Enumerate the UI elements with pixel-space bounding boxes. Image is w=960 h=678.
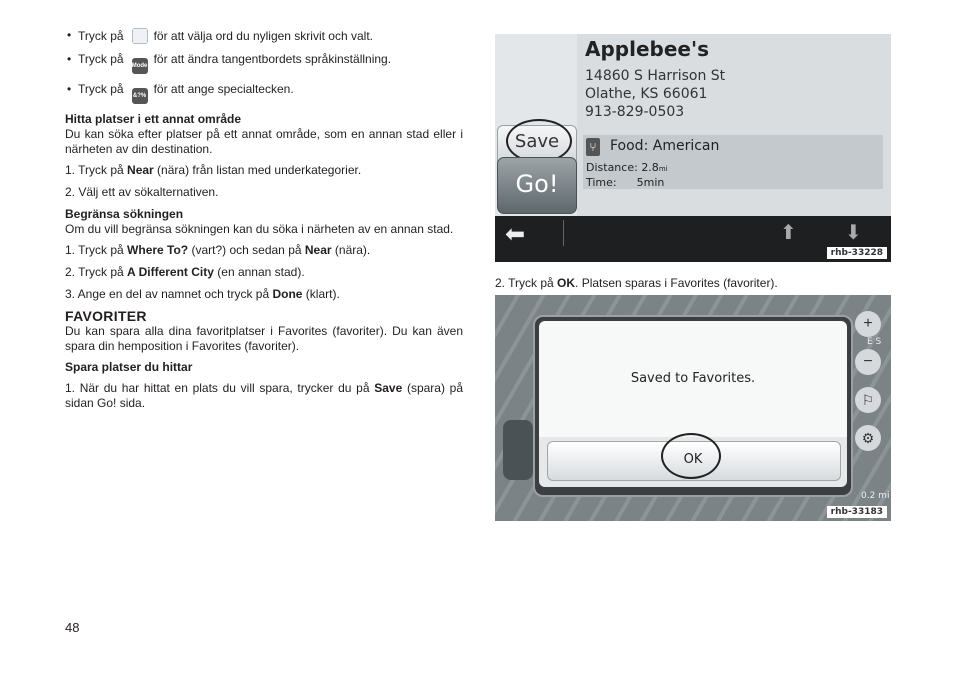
bullet-text: Tryck på (78, 29, 124, 43)
section-text: Du kan söka efter platser på ett annat område, som en annan stad eller i närheten av din destination. (65, 127, 463, 156)
gps-saved-dialog-screenshot (495, 295, 891, 521)
step-2-caption: 2. Tryck på OK. Platsen sparas i Favorites (favoriter). (495, 276, 778, 290)
ok-label: OK (683, 452, 703, 467)
section-heading-other-area: Hitta platser i ett annat område (65, 112, 242, 126)
compass-label: E S (867, 337, 882, 347)
zoom-out-icon[interactable]: − (855, 349, 881, 375)
step-2: 2. Välj ett av sökalternativen. (65, 185, 219, 199)
fork-knife-icon: ⑂ (586, 138, 600, 156)
place-name: Applebee's (585, 37, 710, 61)
page-number: 48 (65, 620, 80, 635)
address-line-1: 14860 S Harrison St (585, 68, 726, 84)
step-2: 2. Tryck på A Different City (en annan stad). (65, 265, 305, 279)
section-text: Om du vill begränsa sökningen kan du söka i närheten av en annan stad. (65, 222, 454, 236)
bullet-text: för att välja ord du nyligen skrivit och valt. (153, 29, 373, 43)
gps-go-page-screenshot (495, 34, 891, 262)
distance-value: 2.8 (641, 161, 659, 174)
map-side-icons (855, 311, 883, 461)
favorites-heading: FAVORITER (65, 308, 147, 324)
save-label: Save (514, 131, 560, 152)
map-button (503, 420, 533, 480)
back-arrow-icon[interactable]: ⬅ (505, 220, 526, 248)
manual-text-column (65, 28, 463, 418)
bullet-text: för att ange specialtecken. (153, 82, 294, 96)
dialog-message: Saved to Favorites. (630, 371, 756, 386)
category-label: Food: American (610, 138, 720, 154)
mode-icon: Mode (132, 58, 148, 74)
bullet-text: Tryck på (78, 52, 124, 66)
bullet-symbols (65, 82, 463, 104)
history-icon (132, 28, 148, 44)
scroll-up-icon[interactable]: ⬆ (780, 220, 797, 244)
go-label: Go! (515, 170, 559, 198)
step-1: 1. Tryck på Where To? (vart?) och sedan på Near (nära). (65, 243, 371, 257)
place-address (585, 67, 725, 121)
section-text: Du kan spara alla dina favoritplatser i Favorites (favoriter). Du kan även spara din hemposition i Favorites (favoriter). (65, 324, 463, 353)
settings-icon[interactable]: ⚙ (855, 425, 881, 451)
section-heading-save-places: Spara platser du hittar (65, 360, 193, 374)
bullet-text: Tryck på (78, 82, 124, 96)
time-label: Time: (586, 176, 617, 189)
route-icon[interactable]: ⚐ (855, 387, 881, 413)
symbols-icon: &?% (132, 88, 148, 104)
bullet-text: för att ändra tangentbordets språkinställning. (153, 52, 392, 66)
step-3: 3. Ange en del av namnet och tryck på Done (klart). (65, 287, 340, 301)
bullet-mode (65, 52, 463, 74)
scroll-down-icon[interactable]: ⬇ (845, 220, 862, 244)
map-scale: 0.2 mi (861, 491, 890, 501)
divider (563, 220, 564, 246)
section-heading-limit-search: Begränsa sökningen (65, 207, 184, 221)
time-value: 5min (636, 176, 665, 189)
distance-label: Distance: (586, 161, 638, 174)
phone-number: 913-829-0503 (585, 104, 685, 120)
bullet-history (65, 28, 463, 44)
step-1: 1. När du har hittat en plats du vill spara, trycker du på Save (spara) på sidan Go! sida. (65, 381, 464, 410)
step-1: 1. Tryck på Near (nära) från listan med underkategorier. (65, 163, 362, 177)
distance-unit: mi (658, 165, 668, 173)
zoom-in-icon[interactable]: + (855, 311, 881, 337)
trip-info (586, 161, 668, 190)
figure-id-tag: rhb-33228 (827, 247, 887, 259)
figure-id-tag: rhb-33183 (827, 506, 887, 518)
address-line-2: Olathe, KS 66061 (585, 86, 708, 102)
